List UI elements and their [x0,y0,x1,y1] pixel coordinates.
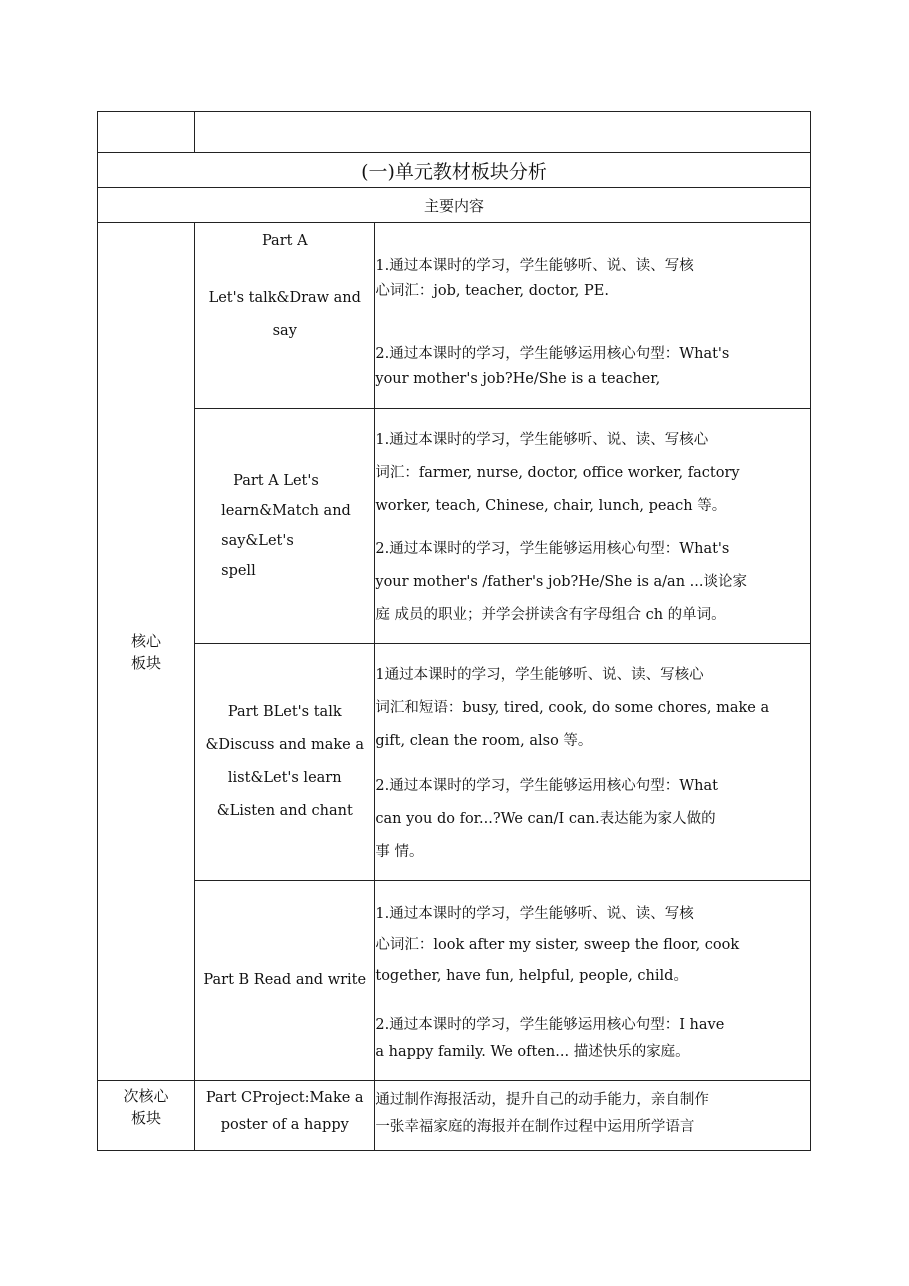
desc-line: 词汇和短语：busy, tired, cook, do some chores, make a [375,700,770,716]
desc-line: 2.通过本课时的学习，学生能够运用核心句型：What's [375,345,730,362]
section-title: (一)单元教材板块分析 [98,153,811,188]
desc-line: 词汇：farmer, nurse, doctor, office worker, factory [375,465,740,481]
core-module-label [98,223,195,1081]
part-name-cell [195,644,375,881]
part-line: &Listen and chant [216,803,353,819]
core-label-line: 核心 [131,631,162,650]
desc-line: 1.通过本课时的学习，学生能够听、说、读、写核心 [375,432,709,448]
secondary-label-line: 板块 [131,1109,162,1127]
part-line: learn&Match and [221,503,351,519]
part-line: say&Let's [221,533,294,549]
description-cell [375,223,811,409]
part-name-cell [195,881,375,1081]
desc-line: 心词汇：job, teacher, doctor, PE. [375,282,609,299]
core-label-line: 板块 [131,653,162,672]
desc-line: 心词汇：look after my sister, sweep the floor, cook [375,937,740,953]
description-cell [375,409,811,644]
table-row [98,881,811,1081]
part-line: spell [221,563,256,579]
desc-line: your mother's job?He/She is a teacher, [375,370,661,387]
unit-analysis-table [97,111,811,1151]
blank-cell-left [98,112,195,153]
part-name-cell [195,223,375,409]
table-row [98,223,811,409]
desc-line: 1通过本课时的学习，学生能够听、说、读、写核心 [375,667,704,683]
part-line: Part A [261,233,308,249]
desc-line: 2.通过本课时的学习，学生能够运用核心句型：I have [375,1017,725,1033]
desc-line: can you do for...?We can/I can.表达能为家人做的 [375,811,716,827]
desc-line: 事 情。 [375,844,424,860]
part-line: Part BLet's talk [227,704,342,720]
part-name-cell [195,409,375,644]
description-cell [375,881,811,1081]
part-line: say [272,323,297,339]
table-row [98,1081,811,1151]
desc-line: 庭 成员的职业；并学会拼读含有字母组合 ch 的单词。 [375,607,726,623]
desc-line: 通过制作海报活动，提升自己的动手能力，亲自制作 [375,1092,709,1108]
sub-header-row [98,188,811,223]
table-row [98,644,811,881]
blank-cell-right [195,112,811,153]
main-content-header: 主要内容 [98,188,811,223]
part-line: poster of a happy [220,1117,349,1133]
secondary-label-line: 次核心 [123,1087,169,1105]
desc-line: your mother's /father's job?He/She is a/an ...谈论家 [375,574,747,590]
desc-line: 2.通过本课时的学习，学生能够运用核心句型：What [375,778,718,794]
table-row [98,409,811,644]
part-line: list&Let's learn [227,770,342,786]
desc-line: a happy family. We often... 描述快乐的家庭。 [375,1044,690,1060]
desc-line: gift, clean the room, also 等。 [375,733,593,749]
part-line: Part A Let's [233,473,319,489]
section-title-row [98,153,811,188]
part-line: Part CProject:Make a [205,1090,364,1106]
part-line: &Discuss and make a [205,737,364,753]
desc-line: 一张幸福家庭的海报并在制作过程中运用所学语言 [375,1119,695,1135]
desc-line: 1.通过本课时的学习，学生能够听、说、读、写核 [375,257,694,274]
part-line: Let's talk&Draw and [208,290,361,306]
part-name-cell [195,1081,375,1151]
desc-line: together, have fun, helpful, people, child。 [375,968,688,984]
part-line: Part B Read and write [203,972,367,988]
secondary-module-label [98,1081,195,1151]
desc-line: 2.通过本课时的学习，学生能够运用核心句型：What's [375,541,730,557]
desc-line: worker, teach, Chinese, chair, lunch, peach 等。 [375,498,727,514]
description-cell [375,1081,811,1151]
desc-line: 1.通过本课时的学习，学生能够听、说、读、写核 [375,906,694,922]
blank-header-row [98,112,811,153]
description-cell [375,644,811,881]
